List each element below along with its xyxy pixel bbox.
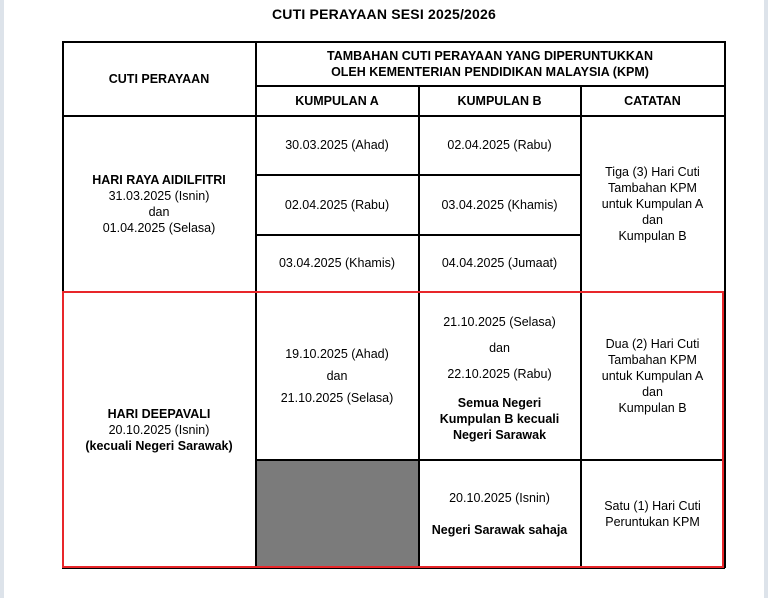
header-kumpulan-a: KUMPULAN A <box>295 93 379 108</box>
raya-catatan-line5: Kumpulan B <box>618 228 687 243</box>
deepavali-date: 20.10.2025 (Isnin) <box>108 422 210 437</box>
header-tambahan-line1: TAMBAHAN CUTI PERAYAAN YANG DIPERUNTUKKAN <box>327 48 653 63</box>
raya-b-1: 02.04.2025 (Rabu) <box>447 138 552 152</box>
sarawak-note: Negeri Sarawak sahaja <box>431 522 568 537</box>
page-title: CUTI PERAYAAN SESI 2025/2026 <box>271 6 496 22</box>
sarawak-catatan-line2: Peruntukan KPM <box>605 514 700 529</box>
raya-catatan-line3: untuk Kumpulan A <box>601 196 704 211</box>
raya-b-3: 04.04.2025 (Jumaat) <box>441 256 558 270</box>
raya-holiday-cell <box>63 116 255 291</box>
deepavali-a-date1: 19.10.2025 (Ahad) <box>285 346 389 361</box>
raya-a-1: 30.03.2025 (Ahad) <box>285 138 389 152</box>
raya-catatan-line1: Tiga (3) Hari Cuti <box>605 164 700 179</box>
raya-catatan-line4: dan <box>642 212 663 227</box>
sarawak-catatan-line1: Satu (1) Hari Cuti <box>604 498 701 513</box>
raya-catatan-line2: Tambahan KPM <box>608 180 697 195</box>
deepavali-catatan-line2: Tambahan KPM <box>608 352 697 367</box>
raya-a-2: 02.04.2025 (Rabu) <box>284 197 390 212</box>
header-kumpulan-b: KUMPULAN B <box>457 93 542 108</box>
raya-a-3: 03.04.2025 (Khamis) <box>278 256 396 270</box>
raya-dan: dan <box>148 204 170 219</box>
deepavali-catatan-line4: dan <box>642 384 663 399</box>
raya-catatan <box>581 116 724 291</box>
deepavali-b-note-line3: Negeri Sarawak <box>452 427 547 442</box>
header-catatan: CATATAN <box>624 93 681 108</box>
deepavali-catatan-line5: Kumpulan B <box>618 400 687 415</box>
sarawak-date: 20.10.2025 (Isnin) <box>449 490 550 505</box>
deepavali-note: (kecuali Negeri Sarawak) <box>85 438 233 453</box>
header-tambahan-line2: OLEH KEMENTERIAN PENDIDIKAN MALAYSIA (KPM) <box>331 64 649 79</box>
deepavali-b-date2: 22.10.2025 (Rabu) <box>447 366 552 381</box>
raya-date2: 01.04.2025 (Selasa) <box>102 220 216 235</box>
deepavali-a-date2: 21.10.2025 (Selasa) <box>280 390 394 405</box>
deepavali-b-dan: dan <box>489 340 510 355</box>
header-tambahan <box>256 42 724 85</box>
raya-b-2: 03.04.2025 (Khamis) <box>441 197 558 212</box>
deepavali-b-date1: 21.10.2025 (Selasa) <box>443 314 556 329</box>
deepavali-catatan-line3: untuk Kumpulan A <box>601 368 704 383</box>
deepavali-catatan-line1: Dua (2) Hari Cuti <box>605 336 700 351</box>
deepavali-name: HARI DEEPAVALI <box>107 406 211 421</box>
deepavali-b-note-line1: Semua Negeri <box>457 395 542 410</box>
highlight-box-deepavali <box>62 291 724 568</box>
raya-name: HARI RAYA AIDILFITRI <box>92 172 226 187</box>
deepavali-a-dan: dan <box>326 368 348 383</box>
raya-date1: 31.03.2025 (Isnin) <box>108 188 210 203</box>
header-cuti-perayaan: CUTI PERAYAAN <box>108 71 210 86</box>
deepavali-b-note-line2: Kumpulan B kecuali <box>439 411 560 426</box>
